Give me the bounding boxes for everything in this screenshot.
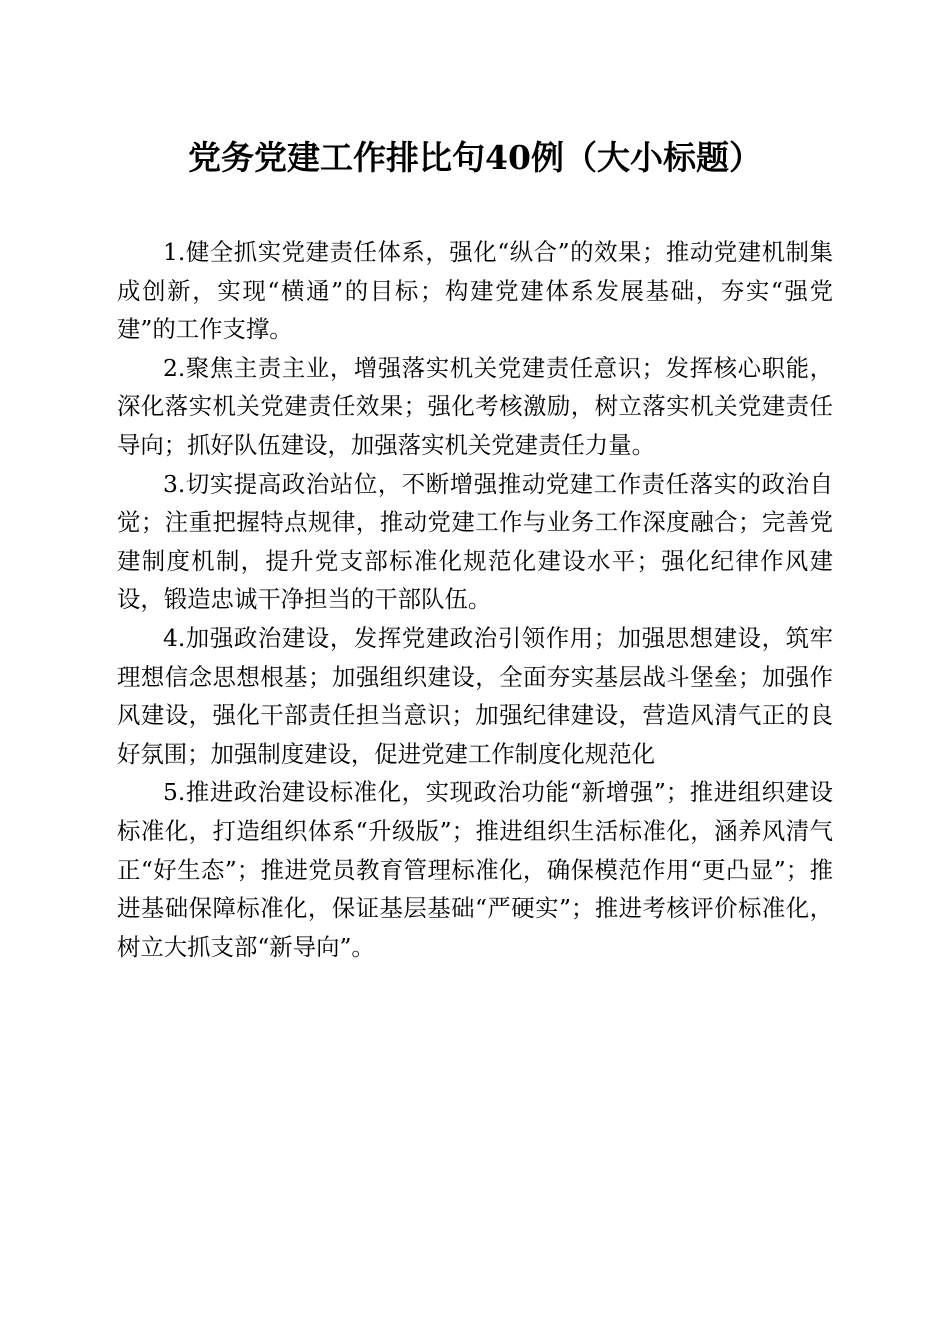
paragraph-2: 2.聚焦主责主业，增强落实机关党建责任意识；发挥核心职能，深化落实机关党建责任效果；强化考核激励，树立落实机关党建责任导向；抓好队伍建设，加强落实机关党建责任力量。 bbox=[117, 353, 833, 459]
document-body bbox=[117, 233, 833, 966]
paragraph-1: 1.健全抓实党建责任体系，强化“纵合”的效果；推动党建机制集成创新，实现“横通”的目标；构建党建体系发展基础，夯实“强党建”的工作支撑。 bbox=[117, 238, 833, 344]
paragraph-4: 4.加强政治建设，发挥党建政治引领作用；加强思想建设，筑牢理想信念思想根基；加强组织建设，全面夯实基层战斗堡垒；加强作风建设，强化干部责任担当意识；加强纪律建设，营造风清气正的良好氛围；加强制度建设，促进党建工作制度化规范化 bbox=[117, 623, 833, 768]
paragraph-3: 3.切实提高政治站位，不断增强推动党建工作责任落实的政治自觉；注重把握特点规律，推动党建工作与业务工作深度融合；完善党建制度机制，提升党支部标准化规范化建设水平；强化纪律作风建设，锻造忠诚干净担当的干部队伍。 bbox=[117, 469, 833, 614]
document-title: 党务党建工作排比句40例（大小标题） bbox=[188, 138, 762, 177]
paragraph-5: 5.推进政治建设标准化，实现政治功能“新增强”；推进组织建设标准化，打造组织体系“升级版”；推进组织生活标准化，涵养风清气正“好生态”；推进党员教育管理标准化，确保模范作用“更凸显”；推进基础保障标准化，保证基层基础“严硬实”；推进考核评价标准化，树立大抓支部“新导向”。 bbox=[117, 778, 833, 961]
